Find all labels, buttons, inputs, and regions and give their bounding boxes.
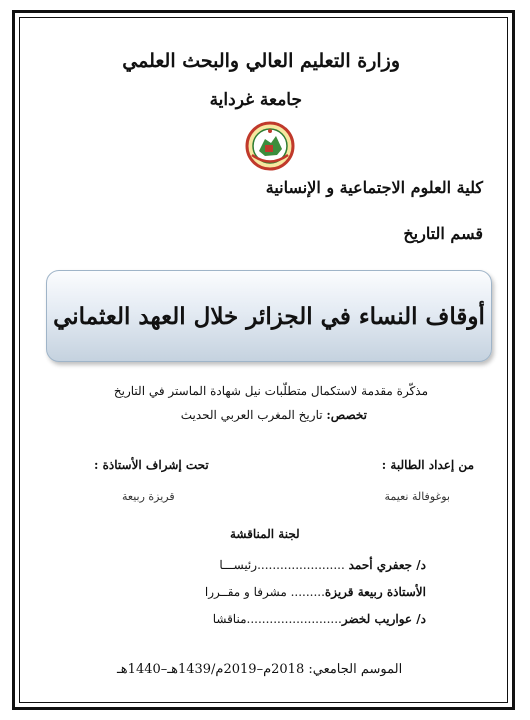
- academic-year: الموسم الجامعي: 2018م–2019م/1439هـ–1440هـ: [117, 662, 403, 677]
- ministry-heading: وزارة التعليم العالي والبحث العلمي: [122, 50, 400, 72]
- committee-member: [205, 585, 426, 599]
- thesis-title: أوقاف النساء في الجزائر خلال العهد العثماني: [53, 302, 485, 330]
- thesis-purpose: مذكّرة مقدمة لاستكمال متطلّبات نيل شهادة الماستر في التاريخ: [113, 384, 428, 398]
- specialization: [181, 408, 367, 422]
- faculty-heading: كلية العلوم الاجتماعية و الإنسانية: [265, 178, 483, 197]
- supervisor-name: قريزة ربيعة: [122, 490, 175, 503]
- specialization-value: تاريخ المغرب العربي الحديث: [180, 408, 327, 422]
- committee-member-role: .......................رئيســـا: [219, 558, 349, 572]
- thesis-title-box: [46, 270, 492, 362]
- committee-member-role: ......... مشرفا و مقــررا: [204, 585, 325, 599]
- committee-member: [213, 612, 426, 626]
- university-emblem-icon: [245, 121, 295, 171]
- committee-title: لجنة المناقشة: [230, 527, 300, 541]
- student-name: بوغوفالة نعيمة: [384, 490, 450, 503]
- committee-member-name: الأستاذة ربيعة قريزة: [324, 585, 426, 599]
- department-heading: قسم التاريخ: [403, 224, 483, 243]
- committee-member: [219, 558, 426, 572]
- prepared-by-label: من إعداد الطالبة :: [381, 458, 474, 472]
- university-heading: جامعة غرداية: [209, 90, 302, 110]
- specialization-label: تخصص:: [326, 408, 367, 422]
- committee-member-name: د/ جعفري أحمد: [348, 558, 426, 572]
- committee-member-role: .........................مناقشا: [212, 612, 342, 626]
- supervised-by-label: تحت إشراف الأستاذة :: [94, 458, 209, 472]
- committee-member-name: د/ عواريب لخضر: [341, 612, 426, 626]
